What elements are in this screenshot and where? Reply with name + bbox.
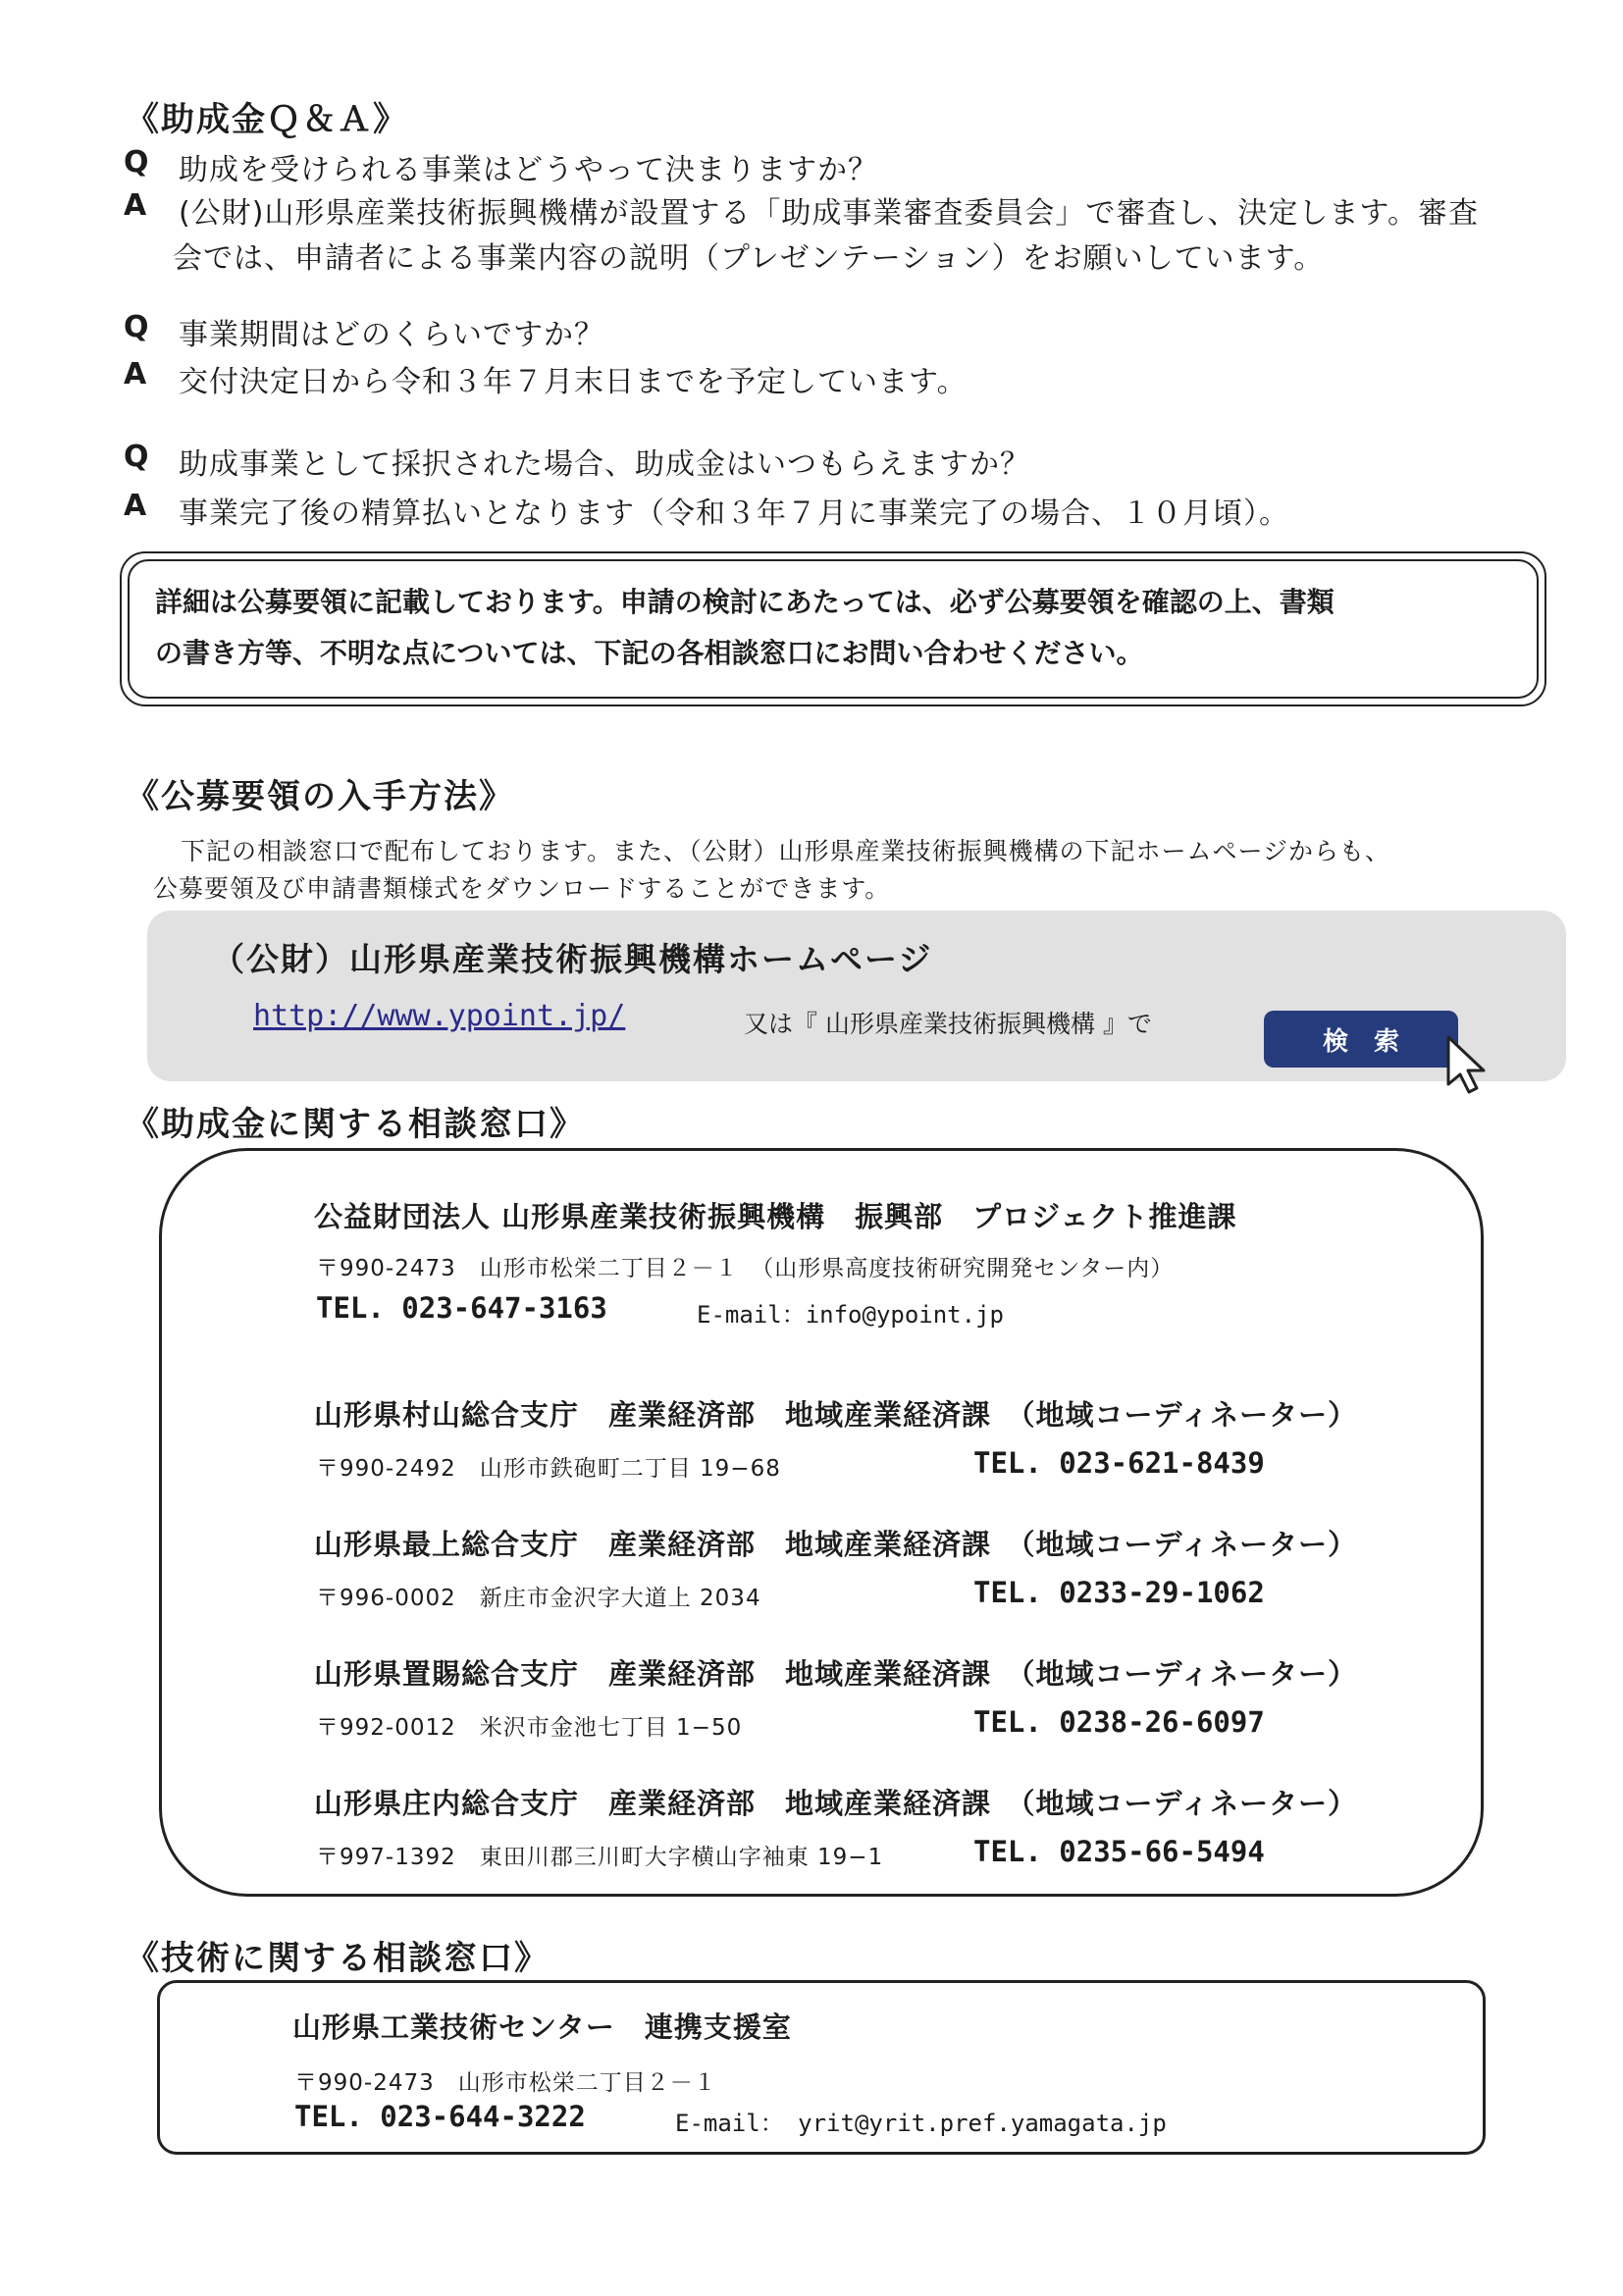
consult-heading: 《助成金に関する相談窓口》	[126, 1105, 585, 1144]
main-contact-address: 〒990-2473 山形市松栄二丁目２－１ （山形県高度技術研究開発センター内）	[316, 1256, 1175, 1281]
tech-address: 〒990-2473 山形市松栄二丁目２－１	[294, 2070, 717, 2096]
answer-text: 交付決定日から令和３年７月末日までを予定しています。	[179, 365, 968, 399]
answer-mark: A	[124, 489, 148, 523]
main-contact-email: E-mail：info@ypoint.jp	[697, 1301, 1004, 1329]
branch-tel: TEL. 023-621-8439	[973, 1446, 1265, 1480]
guidelines-text-line2: 公募要領及び申請書類様式をダウンロードすることができます。	[153, 874, 891, 903]
tech-tel: TEL. 023-644-3222	[294, 2100, 586, 2133]
qa-heading: 《助成金Ｑ＆Ａ》	[126, 100, 408, 139]
main-contact-tel: TEL. 023-647-3163	[316, 1291, 607, 1325]
qa-item-3	[124, 440, 1556, 531]
search-hint-text: 又は『 山形県産業技術振興機構 』で	[744, 1010, 1152, 1038]
notice-text-line2: の書き方等、不明な点については、下記の各相談窓口にお問い合わせください。	[155, 637, 1144, 669]
branch-address: 〒997-1392 東田川郡三川町大字横山字袖東 19−1	[316, 1845, 884, 1870]
qa-item-1	[124, 145, 1556, 283]
tech-email: E-mail： yrit@yrit.pref.yamagata.jp	[675, 2110, 1167, 2137]
question-mark: Q	[124, 145, 150, 180]
branch-tel: TEL. 0233-29-1062	[973, 1576, 1265, 1609]
branch-org: 山形県村山総合支庁 産業経済部 地域産業経済課 （地域コーディネーター）	[314, 1398, 1358, 1432]
branch-address: 〒990-2492 山形市鉄砲町二丁目 19−68	[316, 1456, 781, 1482]
answer-mark: A	[124, 357, 148, 391]
question-text: 助成を受けられる事業はどうやって決まりますか？	[179, 153, 878, 187]
homepage-title: （公財）山形県産業技術振興機構ホームページ	[212, 940, 933, 978]
main-contact-org: 公益財団法人 山形県産業技術振興機構 振興部 プロジェクト推進課	[314, 1200, 1237, 1233]
notice-text-line1: 詳細は公募要領に記載しております。申請の検討にあたっては、必ず公募要領を確認の上、書類	[155, 586, 1335, 618]
search-button[interactable]: 検索	[1264, 1011, 1458, 1068]
answer-text: (公財)山形県産業技術振興機構が設置する「助成事業審査委員会」で審査し、決定します。審査	[179, 196, 1480, 231]
branch-org: 山形県最上総合支庁 産業経済部 地域産業経済課 （地域コーディネーター）	[314, 1528, 1358, 1561]
answer-text: 事業完了後の精算払いとなります（令和３年７月に事業完了の場合、１０月頃）。	[179, 496, 1289, 531]
notice-box	[120, 551, 1546, 706]
branch-tel: TEL. 0235-66-5494	[973, 1835, 1265, 1868]
pointer-cursor-icon	[1444, 1033, 1492, 1096]
branch-tel: TEL. 0238-26-6097	[973, 1705, 1265, 1739]
branch-address: 〒996-0002 新庄市金沢字大道上 2034	[316, 1586, 761, 1611]
guidelines-heading: 《公募要領の入手方法》	[126, 777, 514, 816]
homepage-link[interactable]: http://www.ypoint.jp/	[253, 999, 626, 1033]
tech-org: 山形県工業技術センター 連携支援室	[292, 2010, 792, 2044]
tech-heading: 《技術に関する相談窓口》	[126, 1939, 550, 1978]
question-mark: Q	[124, 310, 150, 344]
branch-org: 山形県置賜総合支庁 産業経済部 地域産業経済課 （地域コーディネーター）	[314, 1657, 1358, 1691]
qa-item-2	[124, 310, 1556, 398]
branch-org: 山形県庄内総合支庁 産業経済部 地域産業経済課 （地域コーディネーター）	[314, 1787, 1358, 1820]
answer-text-cont: 会では、申請者による事業内容の説明（プレゼンテーション）をお願いしています。	[173, 241, 1325, 276]
question-text: 事業期間はどのくらいですか？	[179, 318, 604, 352]
guidelines-text-line1: 下記の相談窓口で配布しております。また、（公財）山形県産業技術振興機構の下記ホームページからも、	[181, 837, 1391, 865]
branch-address: 〒992-0012 米沢市金池七丁目 1−50	[316, 1715, 743, 1741]
question-text: 助成事業として採択された場合、助成金はいつもらえますか？	[179, 447, 1030, 482]
answer-mark: A	[124, 188, 148, 223]
question-mark: Q	[124, 440, 150, 474]
